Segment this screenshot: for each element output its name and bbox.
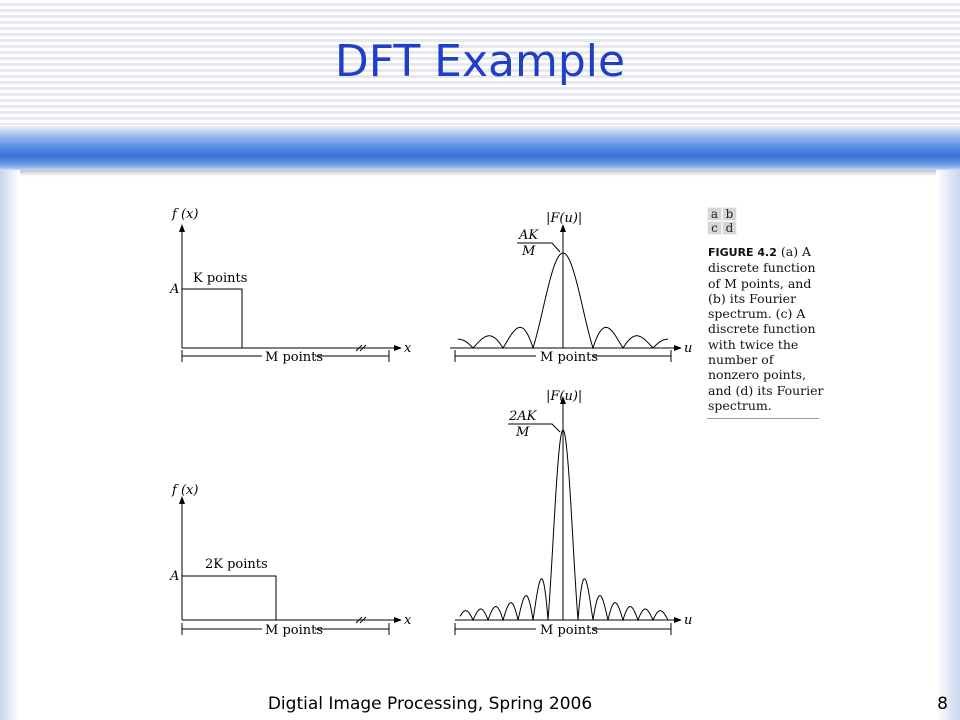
panel-key-c: c — [707, 221, 722, 235]
panel-c-box-label: 2K points — [205, 557, 268, 572]
panel-a-x-var: x — [404, 341, 412, 356]
panel-c-y-label: f (x) — [172, 483, 199, 498]
panel-d-spectrum-curve — [460, 430, 668, 620]
panel-a-span-label: M points — [265, 350, 324, 365]
panel-d-x-var: u — [684, 613, 693, 628]
page-number: 8 — [937, 694, 948, 714]
panel-key-b: b — [722, 207, 737, 221]
panel-b-x-var: u — [684, 341, 693, 356]
caption-rule — [707, 418, 819, 419]
caption-text: (a) A discrete function of M points, and (b) its Fourier spectrum. (c) A discrete function with twice the number of nonzero points, and (d) its Fourier spectrum. — [708, 244, 824, 413]
panel-a-level-label: A — [170, 282, 180, 297]
panel-b — [450, 228, 678, 362]
panel-b-span-label: M points — [540, 350, 599, 365]
panel-c-x-var: x — [404, 613, 412, 628]
panel-key-a: a — [707, 207, 722, 221]
panel-a-box-label: K points — [193, 271, 248, 286]
panel-d-span-label: M points — [540, 623, 599, 638]
panel-key-grid — [707, 207, 737, 235]
panel-b-y-label: |F(u)| — [546, 211, 583, 226]
panel-d-y-label: |F(u)| — [546, 389, 583, 404]
panel-c-level-label: A — [170, 569, 180, 584]
panel-c-span-label: M points — [265, 623, 324, 638]
panel-d-peak-numerator: 2AK — [509, 409, 537, 424]
figure-caption — [708, 244, 826, 413]
panel-d — [455, 400, 678, 635]
slide-footer: Digtial Image Processing, Spring 2006 — [267, 694, 593, 714]
slide-title: DFT Example — [334, 36, 626, 87]
panel-key-d: d — [722, 221, 737, 235]
panel-a-y-label: f (x) — [172, 207, 199, 222]
panel-a — [182, 228, 398, 362]
panel-d-peak-denominator: M — [516, 425, 530, 440]
panel-b-peak-numerator: AK — [519, 228, 539, 243]
panel-b-peak-denominator: M — [522, 244, 536, 259]
caption-label: FIGURE 4.2 — [708, 246, 777, 259]
